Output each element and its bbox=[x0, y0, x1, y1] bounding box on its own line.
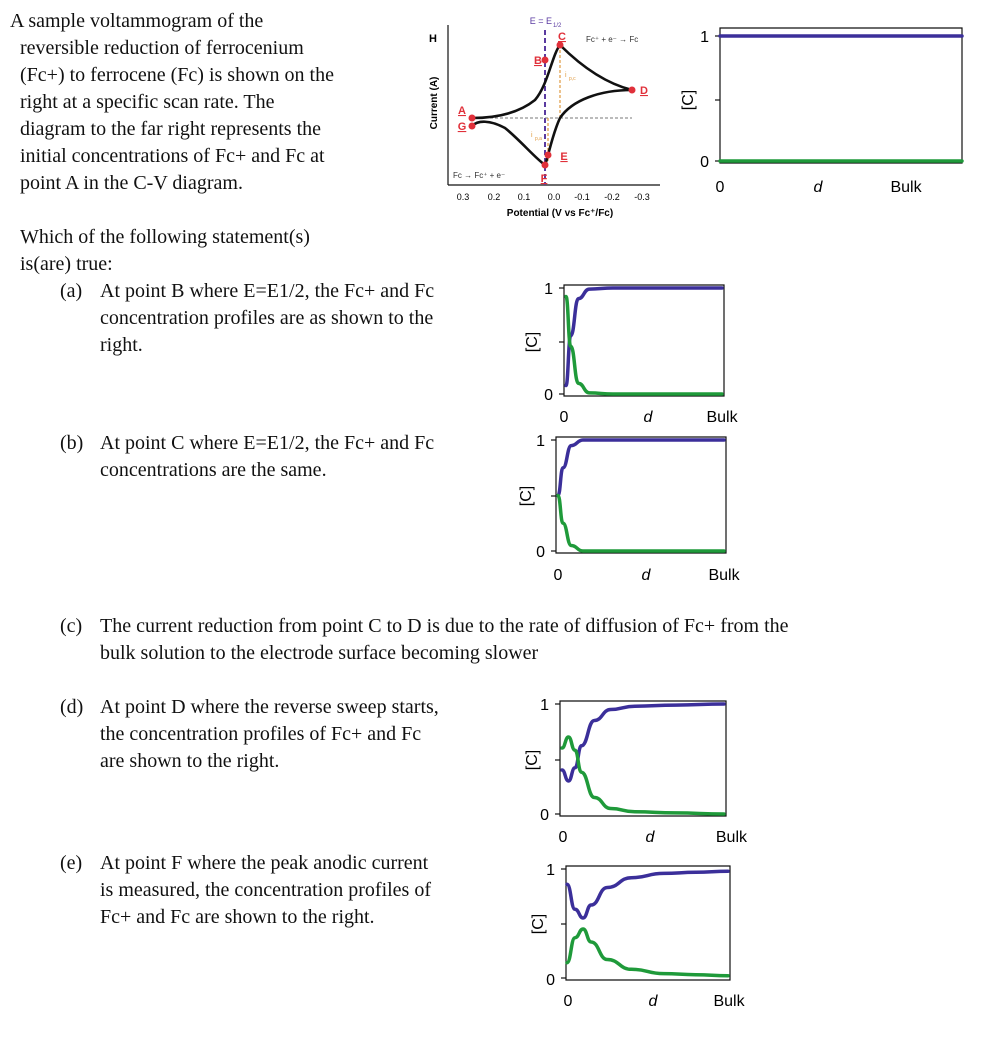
reaction-forward: Fc⁺ + e⁻ → Fc bbox=[586, 35, 639, 44]
point-a-label: A bbox=[458, 105, 466, 117]
profile-option-b bbox=[518, 433, 741, 584]
option-line: At point D where the reverse sweep starts, bbox=[100, 696, 439, 718]
intro-line: diagram to the far right represents the bbox=[20, 118, 321, 140]
point-b-marker bbox=[542, 57, 549, 64]
intro-line: A sample voltammogram of the bbox=[10, 10, 264, 32]
cv-xtick: 0.1 bbox=[517, 192, 531, 202]
cv-xtick: -0.1 bbox=[574, 192, 590, 202]
ipa-label: i bbox=[531, 132, 533, 139]
option-label: (d) bbox=[60, 696, 84, 718]
y-bottom-label: 0 bbox=[700, 154, 709, 171]
profile-frame bbox=[556, 437, 726, 553]
x-start-label: 0 bbox=[553, 567, 563, 584]
cv-xtick: 0.2 bbox=[487, 192, 501, 202]
option-line: concentrations are the same. bbox=[100, 459, 327, 481]
y-bottom-label: 0 bbox=[540, 807, 549, 824]
option-label: (e) bbox=[60, 852, 83, 874]
y-axis-label: [C] bbox=[524, 749, 541, 771]
x-start-label: 0 bbox=[559, 409, 569, 426]
x-mid-label: d bbox=[643, 409, 653, 426]
profile-frame bbox=[560, 701, 726, 816]
profile-option-d bbox=[524, 697, 748, 846]
profile-frame bbox=[564, 285, 724, 396]
option-line: is measured, the concentration profiles of bbox=[100, 879, 431, 901]
option-label: (b) bbox=[60, 432, 84, 454]
option-line: Fc+ and Fc are shown to the right. bbox=[100, 906, 375, 928]
profile-curves bbox=[558, 36, 962, 976]
y-axis-label: [C] bbox=[518, 485, 535, 507]
ipa-sub: p,a bbox=[535, 136, 542, 142]
y-top-label: 1 bbox=[544, 281, 553, 298]
point-d-marker bbox=[629, 87, 636, 94]
ipc-label: i bbox=[565, 72, 567, 79]
y-top-label: 1 bbox=[536, 433, 545, 450]
profile-option-a bbox=[524, 281, 739, 426]
option-line: bulk solution to the electrode surface becoming slower bbox=[100, 642, 539, 664]
x-start-label: 0 bbox=[558, 829, 568, 846]
option-label: (c) bbox=[60, 615, 83, 637]
option-d-fc-plus-curve bbox=[562, 704, 724, 781]
x-end-label: Bulk bbox=[715, 829, 747, 846]
x-mid-label: d bbox=[645, 829, 655, 846]
cv-xticks bbox=[457, 192, 650, 202]
point-g-marker bbox=[469, 123, 476, 130]
y-top-label: 1 bbox=[700, 29, 709, 46]
y-top-label: 1 bbox=[546, 862, 555, 879]
option-line: are shown to the right. bbox=[100, 750, 280, 772]
profile-option-e bbox=[530, 862, 746, 1010]
point-e-label: E bbox=[560, 151, 568, 163]
point-f-label: F bbox=[540, 173, 548, 185]
point-b-label: B bbox=[534, 55, 542, 67]
option-line: concentration profiles are as shown to the bbox=[100, 307, 434, 329]
y-bottom-label: 0 bbox=[544, 387, 553, 404]
y-bottom-label: 0 bbox=[536, 544, 545, 561]
ipc-sub: p,c bbox=[569, 76, 576, 82]
profile-frame bbox=[566, 866, 730, 980]
y-axis-label: [C] bbox=[530, 913, 547, 935]
y-top-label: 1 bbox=[540, 697, 549, 714]
x-mid-label: d bbox=[813, 179, 823, 196]
cv-ylabel-top: H bbox=[429, 33, 437, 45]
y-axis-label: [C] bbox=[524, 331, 541, 353]
cv-ylabel: Current (A) bbox=[429, 76, 440, 130]
e-half-sub: 1/2 bbox=[553, 23, 562, 29]
point-d-label: D bbox=[640, 85, 648, 97]
cv-xtick: 0.0 bbox=[547, 192, 561, 202]
point-f-marker bbox=[542, 162, 549, 169]
cv-reverse-sweep bbox=[472, 90, 632, 165]
option-line: At point F where the peak anodic current bbox=[100, 852, 429, 874]
option-a-fc-plus-curve bbox=[566, 288, 722, 386]
option-a-fc-curve bbox=[566, 297, 722, 395]
point-g-label: G bbox=[457, 121, 467, 133]
prompt-line: is(are) true: bbox=[20, 253, 113, 275]
profile-frame bbox=[720, 28, 962, 163]
x-start-label: 0 bbox=[715, 179, 725, 196]
option-line: the concentration profiles of Fc+ and Fc bbox=[100, 723, 422, 745]
option-line: At point B where E=E1/2, the Fc+ and Fc bbox=[100, 280, 435, 302]
point-a-marker bbox=[469, 115, 476, 122]
x-end-label: Bulk bbox=[708, 567, 740, 584]
option-label: (a) bbox=[60, 280, 83, 302]
option-b-fc-plus-curve bbox=[558, 440, 724, 496]
x-mid-label: d bbox=[641, 567, 651, 584]
voltammogram bbox=[429, 16, 660, 219]
x-start-label: 0 bbox=[563, 993, 573, 1010]
intro-line: (Fc+) to ferrocene (Fc) is shown on the bbox=[20, 64, 334, 86]
intro-line: point A in the C-V diagram. bbox=[20, 172, 243, 194]
cv-forward-sweep bbox=[472, 45, 632, 118]
option-line: The current reduction from point C to D is due to the rate of diffusion of Fc+ from the bbox=[100, 615, 789, 637]
point-e-marker bbox=[545, 152, 552, 159]
e-half-label: E = E bbox=[529, 16, 552, 26]
y-bottom-label: 0 bbox=[546, 972, 555, 989]
cv-xlabel: Potential (V vs Fc⁺/Fc) bbox=[506, 208, 614, 219]
cv-xtick: -0.2 bbox=[604, 192, 620, 202]
option-b-fc-curve bbox=[558, 496, 724, 552]
intro-line: initial concentrations of Fc+ and Fc at bbox=[20, 145, 325, 167]
x-end-label: Bulk bbox=[713, 993, 745, 1010]
cv-xtick: -0.3 bbox=[634, 192, 650, 202]
option-line: At point C where E=E1/2, the Fc+ and Fc bbox=[100, 432, 435, 454]
x-end-label: Bulk bbox=[890, 179, 922, 196]
cv-xtick: 0.3 bbox=[456, 192, 470, 202]
point-c-label: C bbox=[558, 31, 566, 43]
reaction-reverse: Fc → Fc⁺ + e⁻ bbox=[453, 171, 506, 180]
profile-point-a bbox=[680, 28, 962, 196]
prompt-line: Which of the following statement(s) bbox=[20, 226, 310, 248]
option-e-fc-plus-curve bbox=[567, 871, 728, 918]
option-line: right. bbox=[100, 334, 143, 356]
x-mid-label: d bbox=[648, 993, 658, 1010]
intro-line: reversible reduction of ferrocenium bbox=[20, 37, 304, 59]
intro-line: right at a specific scan rate. The bbox=[20, 91, 275, 113]
x-end-label: Bulk bbox=[706, 409, 738, 426]
y-axis-label: [C] bbox=[680, 89, 697, 111]
option-e-fc-curve bbox=[567, 929, 728, 976]
option-d-fc-curve bbox=[562, 737, 724, 814]
